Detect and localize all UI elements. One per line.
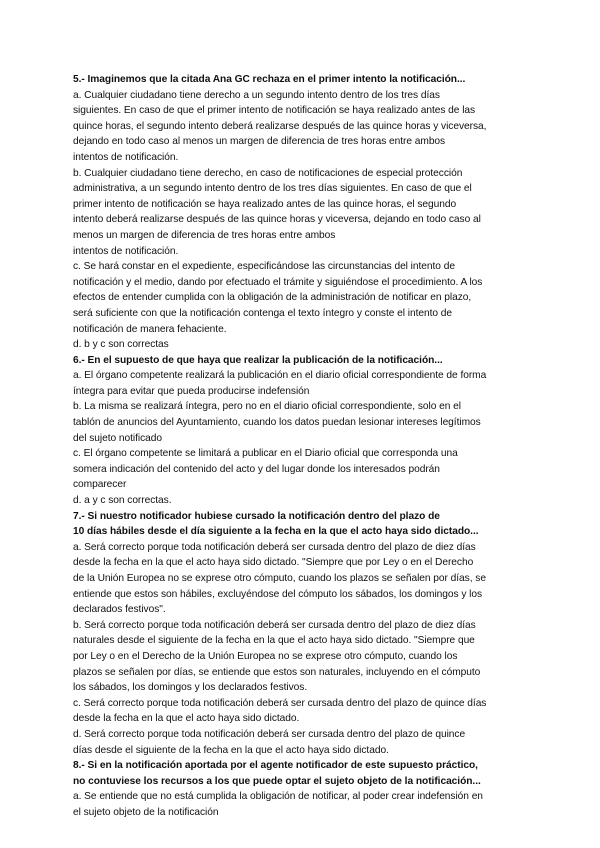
question-heading-line: 8.- Si en la notificación aportada por el agente notificador de este supuesto práctico,: [73, 760, 478, 772]
question-heading-line: 6.- En el supuesto de que haya que realizar la publicación de la notificación...: [73, 354, 443, 366]
answer-text-line: b. Cualquier ciudadano tiene derecho, en caso de notificaciones de especial protección: [73, 167, 463, 179]
answer-text-line: días desde el siguiente de la fecha en la que el acto haya sido dictado.: [73, 744, 389, 756]
question-heading-line: no contuviese los recursos a los que puede optar el sujeto objeto de la notificación...: [73, 775, 481, 787]
answer-text-line: entiende que estos son hábiles, excluyéndose del cómputo los sábados, los domingos y los: [73, 588, 483, 600]
answer-text-line: primer intento de notificación se haya realizado antes de las quince horas, el segundo: [73, 198, 457, 210]
answer-text-line: d. b y c son correctas: [73, 339, 169, 351]
answer-text-line: intento deberá realizarse después de las quince horas y viceversa, dejando en todo caso al: [73, 214, 481, 226]
answer-text-line: desde la fecha en la que el acto haya sido dictado. "Siempre que por Ley o en el Derecho: [73, 557, 474, 569]
question-heading-line: 5.- Imaginemos que la citada Ana GC rechaza en el primer intento la notificación...: [73, 74, 466, 85]
answer-text-line: del sujeto notificado: [73, 432, 163, 444]
answer-text-line: b. Será correcto porque toda notificación deberá ser cursada dentro del plazo de diez días: [73, 619, 476, 631]
question-heading-line: 7.- Si nuestro notificador hubiese cursado la notificación dentro del plazo de: [73, 510, 440, 522]
answer-text-line: c. El órgano competente se limitará a publicar en el Diario oficial que corresponda una: [73, 448, 458, 460]
answer-text-line: notificación y el medio, dando por efectuado el trámite y siguiéndose el procedimiento. A los: [73, 276, 483, 288]
answer-text-line: dejando en todo caso al menos un margen de diferencia de tres horas entre ambos: [73, 136, 446, 148]
answer-text-line: administrativa, a un segundo intento dentro de los tres días siguientes. En caso de que el: [73, 183, 472, 195]
answer-text-line: de la Unión Europea no se exprese otro cómputo, cuando los plazos se señalen por días, se: [73, 573, 486, 584]
answer-text-line: notificación de manera fehaciente.: [73, 323, 227, 335]
answer-text-line: b. La misma se realizará íntegra, pero no en el diario oficial correspondiente, solo en el: [73, 401, 461, 413]
answer-text-line: siguientes. En caso de que el primer intento de notificación se haya realizado antes de las: [73, 105, 476, 117]
answer-text-line: intentos de notificación.: [73, 151, 179, 163]
answer-text-line: comparecer: [73, 479, 127, 491]
answer-text-line: efectos de entender cumplida con la obligación de la administración de notificar en plazo,: [73, 292, 472, 304]
answer-text-line: c. Se hará constar en el expediente, especificándose las circunstancias del intento de: [73, 261, 455, 273]
answer-text-line: a. El órgano competente realizará la publicación en el diario oficial correspondiente de forma: [73, 370, 487, 382]
answer-text-line: los sábados, los domingos y los declarados festivos.: [73, 682, 308, 694]
question-heading-line: 10 días hábiles desde el día siguiente a la fecha en la que el acto haya sido dictado...: [73, 526, 479, 538]
answer-text-line: c. Será correcto porque toda notificación deberá ser cursada dentro del plazo de quince días: [73, 697, 487, 709]
answer-text-line: d. a y c son correctas.: [73, 495, 172, 507]
answer-text-line: desde la fecha en la que el acto haya sido dictado.: [73, 713, 300, 725]
answer-text-line: d. Será correcto porque toda notificación deberá ser cursada dentro del plazo de quince: [73, 728, 466, 740]
answer-text-line: quince horas, el segundo intento deberá realizarse después de las quince horas y viceversa,: [73, 120, 487, 132]
answer-text-line: a. Cualquier ciudadano tiene derecho a un segundo intento dentro de los tres días: [73, 89, 440, 101]
answer-text-line: el sujeto objeto de la notificación: [73, 806, 219, 818]
answer-text-line: será suficiente con que la notificación contenga el texto íntegro y conste el intento de: [73, 307, 453, 319]
answer-text-line: a. Se entiende que no está cumplida la obligación de notificar, al poder crear indefensión en: [73, 791, 483, 803]
answer-text-line: plazos se señalen por días, se entiende que estos son naturales, incluyendo en el cómputo: [73, 666, 481, 678]
answer-text-line: naturales desde el siguiente de la fecha en la que el acto haya sido dictado. "Siempre que: [73, 635, 475, 647]
document-body: [73, 72, 533, 821]
answer-text-line: declarados festivos".: [73, 604, 166, 616]
answer-text-line: somera indicación del contenido del acto y del lugar donde los interesados podrán: [73, 463, 440, 475]
answer-text-line: menos un margen de diferencia de tres horas entre ambos: [73, 229, 336, 241]
answer-text-line: intentos de notificación.: [73, 245, 179, 257]
answer-text-line: íntegra para evitar que pueda producirse indefensión: [73, 385, 310, 397]
answer-text-line: tablón de anuncios del Ayuntamiento, cuando los datos puedan lesionar intereses legítimos: [73, 417, 481, 429]
answer-text-line: a. Será correcto porque toda notificación deberá ser cursada dentro del plazo de diez días: [73, 541, 476, 553]
answer-text-line: por Ley o en el Derecho de la Unión Europea no se exprese otro cómputo, cuando los: [73, 650, 458, 662]
